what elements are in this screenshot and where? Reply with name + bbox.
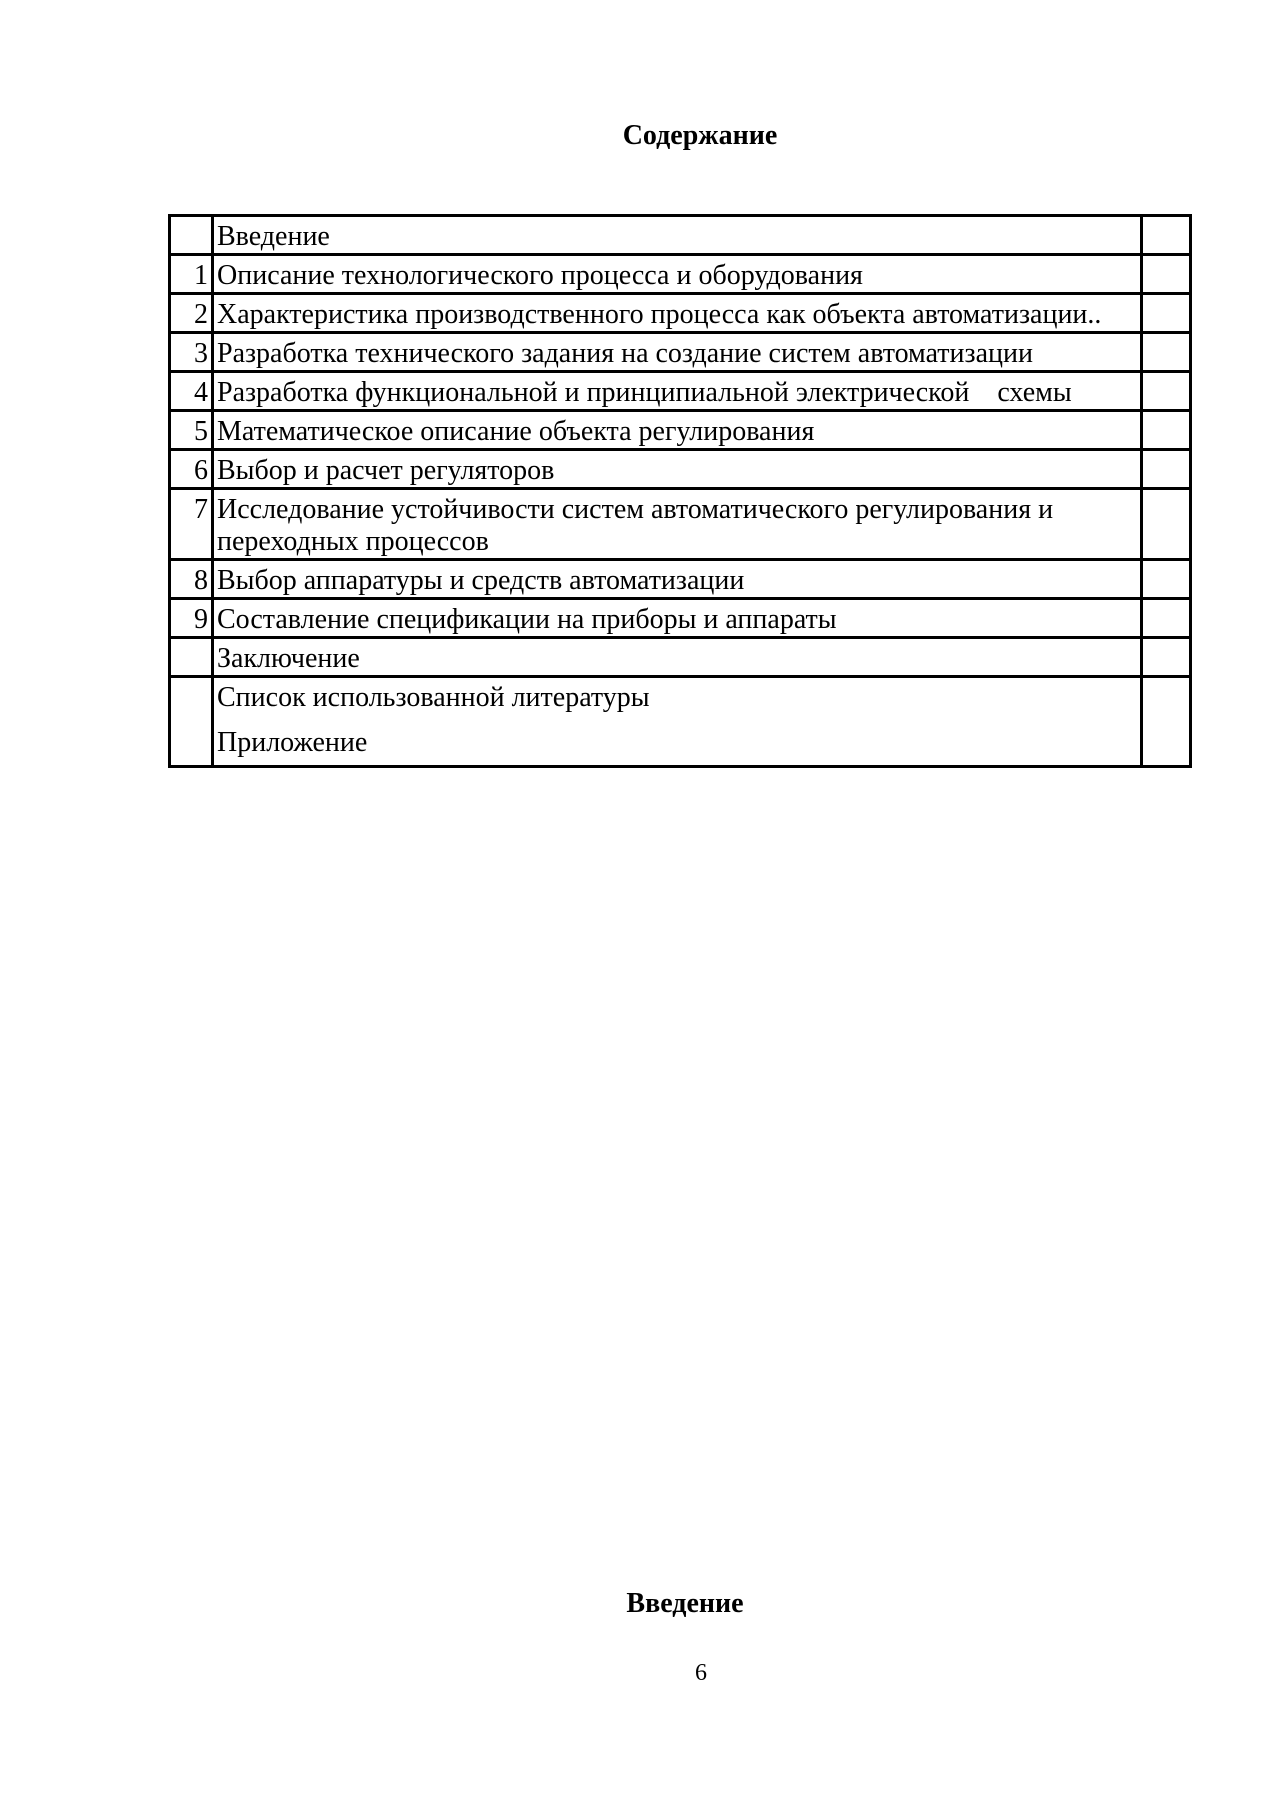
toc-row-title: Составление спецификации на приборы и аппараты <box>213 599 1142 638</box>
toc-row <box>170 489 1191 560</box>
toc-row <box>170 638 1191 677</box>
toc-row-title: Заключение <box>213 638 1142 677</box>
toc-row-page <box>1142 411 1191 450</box>
toc-row-number: 8 <box>170 560 213 599</box>
toc-row-title: Введение <box>213 216 1142 255</box>
toc-row-title: Математическое описание объекта регулирования <box>213 411 1142 450</box>
toc-row-number: 2 <box>170 294 213 333</box>
toc-row-page <box>1142 599 1191 638</box>
toc-row <box>170 255 1191 294</box>
toc-row-page <box>1142 677 1191 767</box>
toc-row-page <box>1142 294 1191 333</box>
toc-row-title-line: Список использованной литературы <box>217 682 650 713</box>
page-number: 6 <box>695 1660 707 1686</box>
toc-row-title: Описание технологического процесса и оборудования <box>213 255 1142 294</box>
toc-row-title: Выбор и расчет регуляторов <box>213 450 1142 489</box>
toc-row-number <box>170 677 213 767</box>
section-heading: Введение <box>626 1588 744 1619</box>
toc-row-title: Выбор аппаратуры и средств автоматизации <box>213 560 1142 599</box>
toc-row-number <box>170 216 213 255</box>
toc-row <box>170 450 1191 489</box>
toc-row <box>170 216 1191 255</box>
toc-row-title: Исследование устойчивости систем автоматического регулирования и переходных процессов <box>213 489 1142 560</box>
toc-row-number: 3 <box>170 333 213 372</box>
toc-row <box>170 294 1191 333</box>
toc-row-page <box>1142 216 1191 255</box>
toc-row-title-line: Приложение <box>217 727 368 758</box>
toc-row <box>170 411 1191 450</box>
table-of-contents <box>168 214 1192 768</box>
toc-row-number: 5 <box>170 411 213 450</box>
page-title: Содержание <box>622 120 778 151</box>
toc-row <box>170 560 1191 599</box>
toc-row-number: 7 <box>170 489 213 560</box>
toc-row <box>170 599 1191 638</box>
toc-row-number: 9 <box>170 599 213 638</box>
toc-row-page <box>1142 638 1191 677</box>
toc-row-number: 6 <box>170 450 213 489</box>
toc-row <box>170 677 1191 767</box>
toc-row-title <box>213 677 1142 767</box>
toc-row-page <box>1142 489 1191 560</box>
toc-row-title: Разработка технического задания на создание систем автоматизации <box>213 333 1142 372</box>
toc-row-number <box>170 638 213 677</box>
toc-row-page <box>1142 372 1191 411</box>
toc-row-page <box>1142 255 1191 294</box>
toc-row-page <box>1142 560 1191 599</box>
toc-row <box>170 333 1191 372</box>
toc-row-number: 1 <box>170 255 213 294</box>
toc-row-page <box>1142 450 1191 489</box>
toc-row-title: Разработка функциональной и принципиальной электрической схемы <box>213 372 1142 411</box>
toc-row-page <box>1142 333 1191 372</box>
toc-row-number: 4 <box>170 372 213 411</box>
toc-row <box>170 372 1191 411</box>
toc-row-title: Характеристика производственного процесса как объекта автоматизации.. <box>213 294 1142 333</box>
